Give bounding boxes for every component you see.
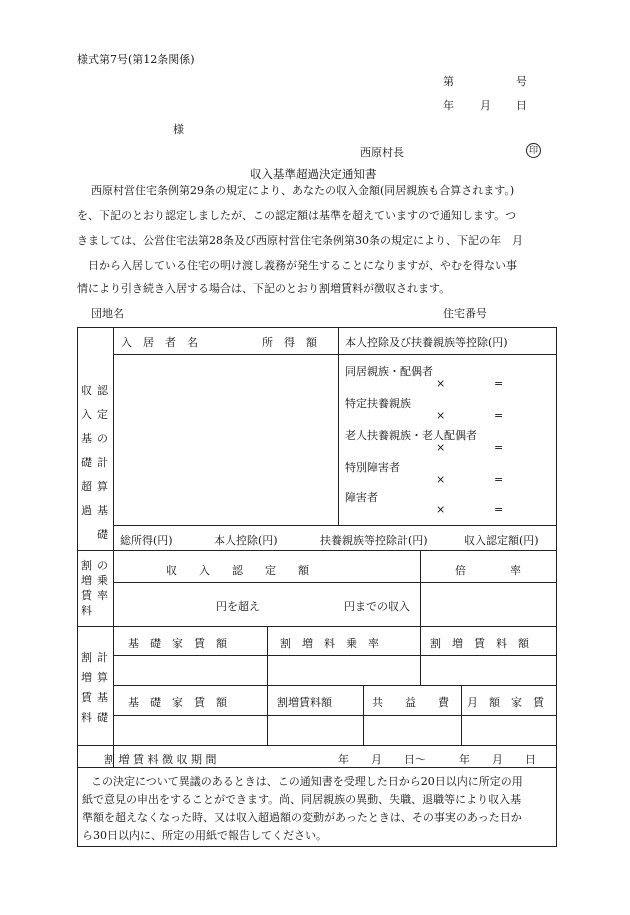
dependent-total-label: 扶養親族等控除計(円): [320, 534, 428, 547]
section1-label-col2: 認 定 の 計 算 基 礎: [97, 384, 108, 541]
form-number: 様式第7号(第12条関係): [77, 53, 195, 66]
common-fee-header: 共 益 費: [372, 696, 449, 709]
deduction-label: 同居親族・配偶者: [345, 365, 433, 378]
monthly-rent-header: 月 額 家 賃: [467, 696, 544, 709]
deduction-eq: =: [494, 409, 504, 422]
document-title: 収入基準超過決定通知書: [250, 167, 377, 181]
section2-label-col2: の 乗 率: [97, 559, 108, 602]
base-rent-header: 基 礎 家 賃 額: [128, 637, 227, 650]
form-table: [77, 327, 557, 847]
seal-mark: 印: [526, 143, 541, 158]
deduction-eq: =: [494, 377, 504, 390]
deduction-mult: ×: [436, 377, 446, 390]
date-day: 日: [516, 99, 527, 112]
deduction-label: 特定扶養親族: [345, 397, 411, 410]
complex-name-label: 団地名: [91, 307, 124, 320]
unit-number-label: 住宅番号: [443, 307, 487, 320]
section2-label-col1: 割 増 賃 料: [81, 559, 92, 617]
addressee-honorific: 様: [173, 123, 184, 136]
deduction-eq: =: [494, 473, 504, 486]
deduction-eq: =: [494, 441, 504, 454]
body-line: きましては、公営住宅法第28条及び西原村営住宅条例第30条の規定により、下記の年 月: [77, 234, 523, 247]
section1-label-col1: 収 入 基 礎 超 過: [81, 384, 92, 517]
notice-line: ら30日以内に、所定の用紙で報告してください。: [82, 829, 327, 842]
collection-period-label: 割 増 賃 料 徴 収 期 間: [104, 753, 217, 766]
deduction-label: 老人扶養親族・老人配偶者: [345, 429, 477, 442]
number-prefix: 第: [443, 75, 454, 88]
header-income: 所 得 額: [262, 336, 317, 349]
base-rent-header-2: 基 礎 家 賃 額: [128, 696, 227, 709]
number-suffix: 号: [516, 75, 527, 88]
section3-label-col1: 割 増 賃 料: [81, 651, 92, 724]
over-yen-label: 円を超え: [216, 600, 260, 613]
date-month: 月: [480, 99, 491, 112]
notice-line: この決定について異議のあるときは、この通知書を受理した日から20日以内に所定の用: [91, 775, 523, 788]
header-resident-name: 入 居 者 名: [121, 336, 198, 349]
self-deduction-label: 本人控除(円): [214, 534, 278, 547]
total-income-label: 総所得(円): [120, 534, 173, 547]
collection-period-value: 年 月 日〜 年 月 日: [338, 753, 536, 766]
body-line: 日から入居している住宅の明け渡し義務が発生することになりますが、やむを得ない事: [77, 259, 517, 272]
header-deduction: 本人控除及び扶養親族等控除(円): [345, 336, 508, 349]
body-line: 西原村営住宅条例第29条の規定により、あなたの収入金額(同居親族も合算されます。): [91, 184, 515, 197]
deduction-mult: ×: [436, 441, 446, 454]
notice-line: 準額を超えなくなった時、又は収入超過額の変動があったときは、その事実のあった日か: [82, 811, 522, 824]
body-line: 情により引き続き入居する場合は、下記のとおり割増賃料が徴収されます。: [77, 282, 451, 295]
section3-label-col2: 計 算 基 礎: [97, 651, 108, 724]
premium-rate-header: 割 増 料 乗 率: [280, 637, 379, 650]
deduction-mult: ×: [436, 473, 446, 486]
notice-line: 紙で意見の申出をすることができます。尚、同居親族の異動、失職、退職等により収入基: [82, 793, 522, 806]
deduction-mult: ×: [436, 409, 446, 422]
issuer-name: 西原村長: [360, 146, 404, 159]
until-yen-label: 円までの収入: [344, 600, 410, 613]
premium-rent-header: 割 増 賃 料 額: [430, 637, 529, 650]
deduction-eq: =: [494, 503, 504, 516]
deduction-label: 障害者: [345, 491, 378, 504]
certified-income-label: 収入認定額(円): [464, 534, 539, 547]
deduction-label: 特別障害者: [345, 461, 400, 474]
date-year: 年: [443, 99, 454, 112]
recognized-income-header: 収 入 認 定 額: [166, 564, 309, 577]
body-line: を、下記のとおり認定しましたが、この認定額は基準を超えていますので通知します。つ: [77, 209, 517, 222]
premium-rent-header-2: 割増賃料額: [277, 696, 332, 709]
multiplier-header: 倍 率: [455, 564, 521, 577]
deduction-mult: ×: [436, 503, 446, 516]
